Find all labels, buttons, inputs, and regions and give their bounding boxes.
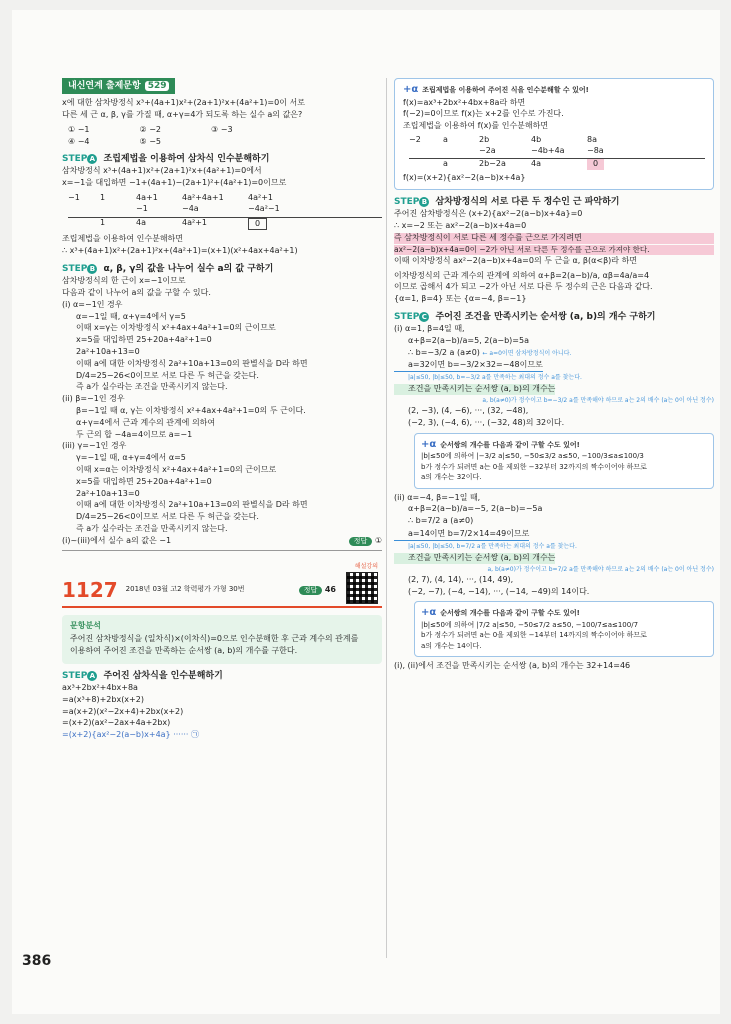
synthetic-division — [68, 193, 382, 230]
step-title: α, β, γ의 값을 나누어 실수 a의 값 구하기 — [103, 264, 274, 275]
tip-line: a의 개수는 14이다. — [421, 641, 482, 650]
small-note: |a|≤50, |b|≤50, b=−3/2 a를 만족하는 최대의 정수 a를 찾는다. — [408, 374, 582, 382]
page — [12, 10, 720, 1014]
section-header — [62, 78, 175, 94]
tip-box — [414, 433, 714, 489]
final-line: (i), (ii)에서 조건을 만족시키는 순서쌍 (a, b)의 개수는 32+14=46 — [394, 661, 631, 671]
choice: ② −2 — [139, 124, 162, 134]
synth-cell: 4a+1 — [136, 193, 158, 203]
step-b-heading: STEP B α, β, γ의 값을 나누어 실수 a의 값 구하기 — [62, 264, 274, 275]
case-heading: (ii) α=−4, β=−1일 때, — [394, 492, 481, 502]
tip-title: 조립제법을 이용하여 주어진 식을 인수분해할 수 있어! — [422, 86, 589, 94]
step-a2-heading: STEP A 주어진 삼차식을 인수분해하기 — [62, 670, 223, 681]
problem-header — [62, 563, 382, 609]
qr-code-icon[interactable] — [346, 572, 378, 604]
synth-row — [409, 135, 705, 146]
highlighted-line: ax²−2(a−b)x+4a=0이 −2가 아닌 서로 다른 두 정수를 근으로 가져야 한다. — [394, 245, 714, 255]
step-title: 삼차방정식의 서로 다른 두 정수인 근 파악하기 — [435, 197, 620, 208]
problem-answer: 46 — [324, 584, 336, 594]
text-line: γ=−1일 때, α+γ=4에서 α=5 — [76, 453, 186, 463]
text-line: 이차방정식의 근과 계수의 관계에 의하여 α+β=2(a−b)/a, αβ=4a/a=4 — [394, 270, 650, 280]
header-number: 529 — [145, 81, 170, 91]
text-span: ∴ b=−3/2 a (a≠0) — [408, 347, 480, 357]
list-line: (−2, 3), (−4, 6), ···, (−32, 48)의 32이다. — [408, 418, 565, 428]
case-heading: (i) α=−1인 경우 — [62, 299, 123, 309]
list-line: (2, 7), (4, 14), ···, (14, 49), — [408, 574, 514, 584]
question — [62, 98, 382, 121]
step-title: 주어진 삼차식을 인수분해하기 — [103, 670, 223, 681]
side-note: ← a=0이면 삼차방정식이 아니다. — [482, 349, 572, 357]
text-line: 즉 a가 실수라는 조건을 만족시키지 않는다. — [76, 382, 228, 392]
synth-cell — [100, 204, 120, 215]
step-b-body — [62, 276, 382, 550]
tip-line: b가 정수가 되려면 a는 0을 제외한 −32부터 32까지의 짝수이어야 하므로 — [421, 462, 647, 471]
text-line: 이므로 곱해서 4가 되고 −2가 아닌 서로 다른 두 정수의 근은 다음과 같다. — [394, 282, 653, 292]
step-badge: B — [419, 197, 429, 207]
text-line: a=32이면 b=−3/2×32=−48이므로 — [394, 360, 543, 372]
synth-cell: 4a — [136, 217, 146, 227]
tip-box — [414, 601, 714, 657]
text-line: α+γ=4에서 근과 계수의 관계에 의하여 — [76, 417, 216, 427]
text-line: 삼차방정식의 한 근이 x=−1이므로 — [62, 276, 186, 286]
text-line: 즉 a가 실수라는 조건을 만족시키지 않는다. — [76, 523, 228, 533]
synth-cell: −8a — [587, 145, 604, 155]
text-line: x=5를 대입하면 25+20a+4a²+1=0 — [76, 335, 212, 345]
conclusion-text: (i)~(iii)에서 실수 a의 값은 −1 — [62, 535, 172, 545]
synth-cell: −2 — [409, 134, 421, 144]
tip-result: f(x)=(x+2){ax²−2(a−b)x+4a} — [403, 173, 526, 183]
answer-tag: 정답 — [299, 586, 323, 595]
synth-row — [409, 146, 705, 160]
small-note: a, b(a≠0)가 정수이고 b=7/2 a를 만족해야 하므로 a는 2의 배수 (a는 0이 아닌 정수) — [487, 565, 714, 573]
text-line: 이때 이차방정식 ax²−2(a−b)x+4a=0의 두 근을 α, β(α<β)라 하면 — [394, 255, 638, 265]
small-note: |a|≤50, |b|≤50, b=7/2 a를 만족하는 최대의 정수 a를 찾는다. — [408, 542, 577, 550]
text-line: =(x+2){ax²−2(a−b)x+4a} ······ ㉠ — [62, 730, 199, 740]
synth-cell: −4b+4a — [531, 145, 565, 155]
text-line: 주어진 삼차방정식은 (x+2){ax²−2(a−b)x+4a}=0 — [394, 209, 583, 219]
synth-cell: 4b — [531, 134, 542, 144]
text-line: 이때 a에 대한 이차방정식 2a²+10a+13=0의 판별식을 D라 하면 — [76, 358, 308, 368]
text-line: α+β=2(a−b)/a=−5, 2(a−b)=−5a — [408, 504, 543, 514]
choices — [68, 125, 382, 148]
text-line: 2a²+10a+13=0 — [76, 346, 140, 356]
question-line: 다른 세 근 α, β, γ를 가질 때, α+γ=4가 되도록 하는 실수 a의 값은? — [62, 109, 303, 119]
text-line: 다음과 같이 나누어 a의 값을 구할 수 있다. — [62, 287, 211, 297]
plus-alpha-icon: +α — [403, 84, 419, 95]
synth-cell: 1 — [100, 217, 106, 227]
small-note: a, b(a≠0)가 정수이고 b=−3/2 a를 만족해야 하므로 a는 2의 배수 (a는 0이 아닌 정수) — [482, 397, 714, 405]
tip-line: |b|≤50에 의하여 |7/2 a|≤50, −50≤7/2 a≤50, −100/7≤a≤100/7 — [421, 620, 639, 629]
text-line: D/4=25−26<0이므로 서로 다른 두 허근을 갖는다. — [76, 512, 259, 522]
synth-cell: 4a — [531, 159, 541, 169]
plus-alpha-icon: +α — [421, 607, 437, 619]
step-badge: A — [87, 671, 97, 681]
synth-row — [409, 159, 705, 170]
cond-line: 조건을 만족시키는 순서쌍 (a, b)의 개수는 — [394, 384, 555, 395]
column-divider — [386, 78, 387, 958]
case-heading: (i) α=1, β=4일 때, — [394, 324, 465, 334]
tip-line: f(−2)=0이므로 f(x)는 x+2를 인수로 가진다. — [403, 109, 564, 119]
text-line: 이때 a에 대한 이차방정식 2a²+10a+13=0의 판별식을 D라 하면 — [76, 500, 308, 510]
synth-cell: −4a — [182, 203, 199, 213]
text-line: =a(x³+8)+2bx(x+2) — [62, 694, 144, 704]
synth-cell: 1 — [100, 193, 106, 203]
choice: ⑤ −5 — [139, 136, 162, 146]
synth-cell — [443, 146, 463, 157]
step-a-heading: STEP A 조립제법을 이용하여 삼차식 인수분해하기 — [62, 154, 270, 165]
synth-cell: 4a²+1 — [182, 217, 207, 227]
choice: ④ −4 — [68, 136, 90, 146]
text-line: 조립제법을 이용하여 인수분해하면 — [62, 234, 184, 244]
text-line: β=−1일 때 α, γ는 이차방정식 x²+4ax+4a²+1=0의 두 근이다. — [76, 405, 306, 415]
plus-alpha-icon: +α — [421, 438, 437, 450]
text-line: 두 근의 합 −4a=4이므로 a=−1 — [76, 429, 193, 439]
synth-cell: a — [443, 134, 448, 144]
synth-cell: 4a²+1 — [248, 193, 273, 203]
tip-title: 순서쌍의 개수를 다음과 같이 구할 수도 있어! — [440, 440, 580, 449]
problem-number: 1127 — [62, 577, 118, 602]
text-line: ax³+2bx²+4bx+8a — [62, 683, 138, 693]
step-b-heading: STEP B 삼차방정식의 서로 다른 두 정수인 근 파악하기 — [394, 197, 620, 208]
step-badge: A — [87, 154, 97, 164]
text-line — [394, 348, 714, 359]
text-line: 2a²+10a+13=0 — [76, 488, 140, 498]
synth-cell: 0 — [248, 218, 267, 231]
step-title: 주어진 조건을 만족시키는 순서쌍 (a, b)의 개수 구하기 — [435, 311, 656, 322]
case-heading: (ii) β=−1인 경우 — [62, 394, 125, 404]
tip-line: 조립제법을 이용하여 f(x)를 인수분해하면 — [403, 121, 549, 131]
choice: ① −1 — [68, 124, 90, 134]
synth-cell: 2b — [479, 134, 490, 144]
text-line: a=14이면 b=7/2×14=49이므로 — [394, 529, 529, 541]
step-badge: B — [87, 264, 97, 274]
list-line: (2, −3), (4, −6), ···, (32, −48), — [408, 406, 529, 416]
synthetic-division — [409, 135, 705, 170]
text-line: 삼차방정식 x³+(4a+1)x²+(2a+1)²x+(4a²+1)=0에서 — [62, 166, 262, 176]
synth-cell: a — [443, 159, 448, 169]
question-line: x에 대한 삼차방정식 x³+(4a+1)x²+(2a+1)²x+(4a²+1)=0이 서로 — [62, 98, 305, 108]
tip-line: a의 개수는 32이다. — [421, 473, 482, 482]
case-heading: (iii) γ=−1인 경우 — [62, 441, 127, 451]
page-number: 386 — [22, 953, 52, 969]
problem-source: 2018년 03월 고2 학력평가 가형 30번 — [125, 585, 245, 594]
step-title: 조립제법을 이용하여 삼차식 인수분해하기 — [103, 154, 270, 165]
answer-tag: 정답 — [349, 537, 373, 546]
tip-line: |b|≤50에 의하여 |−3/2 a|≤50, −50≤3/2 a≤50, −100/3≤a≤100/3 — [421, 452, 644, 461]
step-badge: C — [419, 312, 429, 322]
tip-line: b가 정수가 되려면 a는 0을 제외한 −14부터 14까지의 짝수이어야 하므로 — [421, 631, 647, 640]
text-line: α+β=2(a−b)/a=5, 2(a−b)=5a — [408, 335, 529, 345]
text-line: α=−1일 때, α+γ=4에서 γ=5 — [76, 311, 186, 321]
text-line: ∴ x³+(4a+1)x²+(2a+1)²x+(4a²+1)=(x+1)(x²+4ax+4a²+1) — [62, 246, 298, 256]
synth-cell: −2a — [479, 145, 496, 155]
left-column — [62, 78, 382, 742]
synth-cell — [68, 218, 84, 231]
synth-cell — [409, 146, 427, 157]
synth-cell — [68, 204, 84, 215]
text-line: 이때 x=γ는 이차방정식 x²+4ax+4a²+1=0의 근이므로 — [76, 323, 276, 333]
text-line: x=5를 대입하면 25+20a+4a²+1=0 — [76, 476, 212, 486]
synth-cell: 8a — [587, 134, 597, 144]
list-line: (−2, −7), (−4, −14), ···, (−14, −49)의 14이다. — [408, 586, 590, 596]
synth-cell: 2b−2a — [479, 159, 506, 169]
video-label: 해설강의 — [354, 562, 378, 570]
synth-row — [68, 193, 382, 204]
tip-line: f(x)=ax³+2bx²+4bx+8a라 하면 — [403, 97, 526, 107]
synth-cell — [409, 159, 427, 170]
conclusion-line — [62, 536, 382, 551]
synth-cell: 4a²+4a+1 — [182, 193, 224, 203]
highlighted-line: 즉 삼차방정식이 서로 다른 세 정수를 근으로 가지려면 — [394, 233, 714, 244]
tip-box — [394, 78, 714, 190]
synth-cell: 0 — [587, 159, 604, 170]
tip-title: 순서쌍의 개수를 다음과 같이 구할 수도 있어! — [440, 609, 580, 618]
synth-row — [68, 218, 382, 231]
cond-line: 조건을 만족시키는 순서쌍 (a, b)의 개수는 — [394, 553, 555, 564]
right-column — [394, 78, 714, 673]
text-line: =a(x+2)(x²−2x+4)+2bx(x+2) — [62, 706, 184, 716]
text-line: x=−1을 대입하면 −1+(4a+1)−(2a+1)²+(4a²+1)=0이므로 — [62, 178, 287, 188]
text-line: 이때 x=α는 이차방정식 x²+4ax+4a²+1=0의 근이므로 — [76, 464, 277, 474]
step-c-heading: STEP C 주어진 조건을 만족시키는 순서쌍 (a, b)의 개수 구하기 — [394, 311, 656, 322]
analysis-line: 주어진 삼차방정식을 (일차식)×(이차식)=0으로 인수분해한 후 근과 계수의 관계를 — [70, 634, 359, 644]
text-line: D/4=25−26<0이므로 서로 다른 두 허근을 갖는다. — [76, 370, 259, 380]
choice: ③ −3 — [211, 124, 233, 134]
analysis-title: 문항분석 — [70, 620, 101, 630]
synth-cell: −1 — [68, 193, 80, 203]
text-line: =(x+2)(ax²−2ax+4a+2bx) — [62, 718, 171, 728]
header-label: 내신연계 출제문항 — [68, 81, 141, 91]
analysis-box — [62, 615, 382, 664]
text-line: ∴ x=−2 또는 ax²−2(a−b)x+4a=0 — [394, 221, 527, 231]
answer-value: ① — [374, 535, 382, 545]
synth-cell: −4a²−1 — [248, 203, 280, 213]
text-line: ∴ b=7/2 a (a≠0) — [408, 516, 474, 526]
analysis-line: 이용하여 주어진 조건을 만족하는 순서쌍 (a, b)의 개수를 구한다. — [70, 646, 298, 656]
synth-row — [68, 204, 382, 218]
text-line: {α=1, β=4} 또는 {α=−4, β=−1} — [394, 294, 527, 304]
synth-cell: −1 — [136, 203, 148, 213]
